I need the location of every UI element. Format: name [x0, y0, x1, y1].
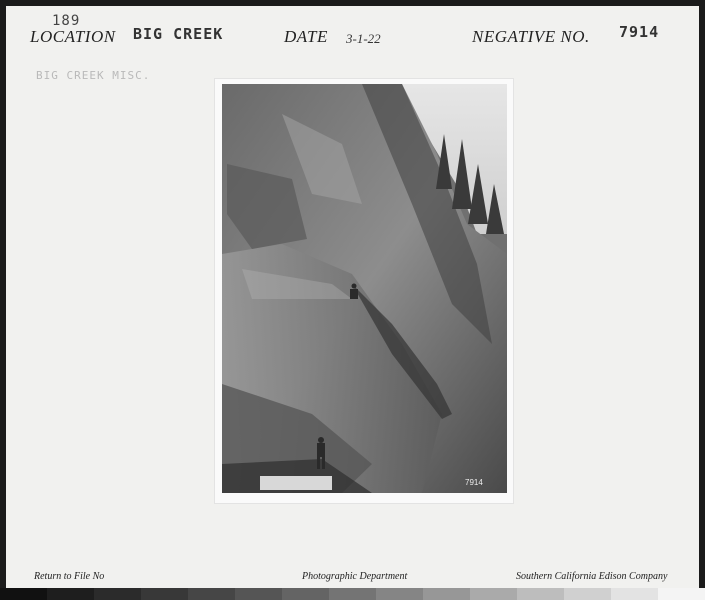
date-value: 3-1-22: [346, 31, 381, 46]
date-label: DATE: [284, 27, 328, 46]
scale-swatch: [0, 588, 47, 600]
scale-swatch: [423, 588, 470, 600]
department-label: Photographic Department: [302, 571, 408, 582]
scale-swatch: [94, 588, 141, 600]
corner-number: 189: [52, 13, 81, 29]
scale-swatch: [517, 588, 564, 600]
location-value: BIG CREEK: [133, 25, 224, 43]
location-label: LOCATION: [30, 27, 116, 46]
scale-swatch: [282, 588, 329, 600]
photo-negative-mark: 7914: [465, 478, 483, 487]
gray-scale-bar: [0, 588, 705, 600]
scale-swatch: [564, 588, 611, 600]
scale-swatch: [47, 588, 94, 600]
cliff-photograph: [222, 84, 507, 493]
faint-stamp: BIG CREEK MISC.: [36, 69, 151, 82]
scale-swatch: [376, 588, 423, 600]
scale-swatch: [611, 588, 658, 600]
return-to-file-label: Return to File No: [34, 571, 105, 582]
scale-swatch: [141, 588, 188, 600]
scale-swatch: [470, 588, 517, 600]
scale-swatch: [235, 588, 282, 600]
negative-label: NEGATIVE NO.: [472, 27, 590, 46]
negative-value: 7914: [619, 23, 660, 41]
scale-swatch: [188, 588, 235, 600]
company-label: Southern California Edison Company: [516, 571, 668, 582]
scale-swatch: [658, 588, 705, 600]
scale-swatch: [329, 588, 376, 600]
